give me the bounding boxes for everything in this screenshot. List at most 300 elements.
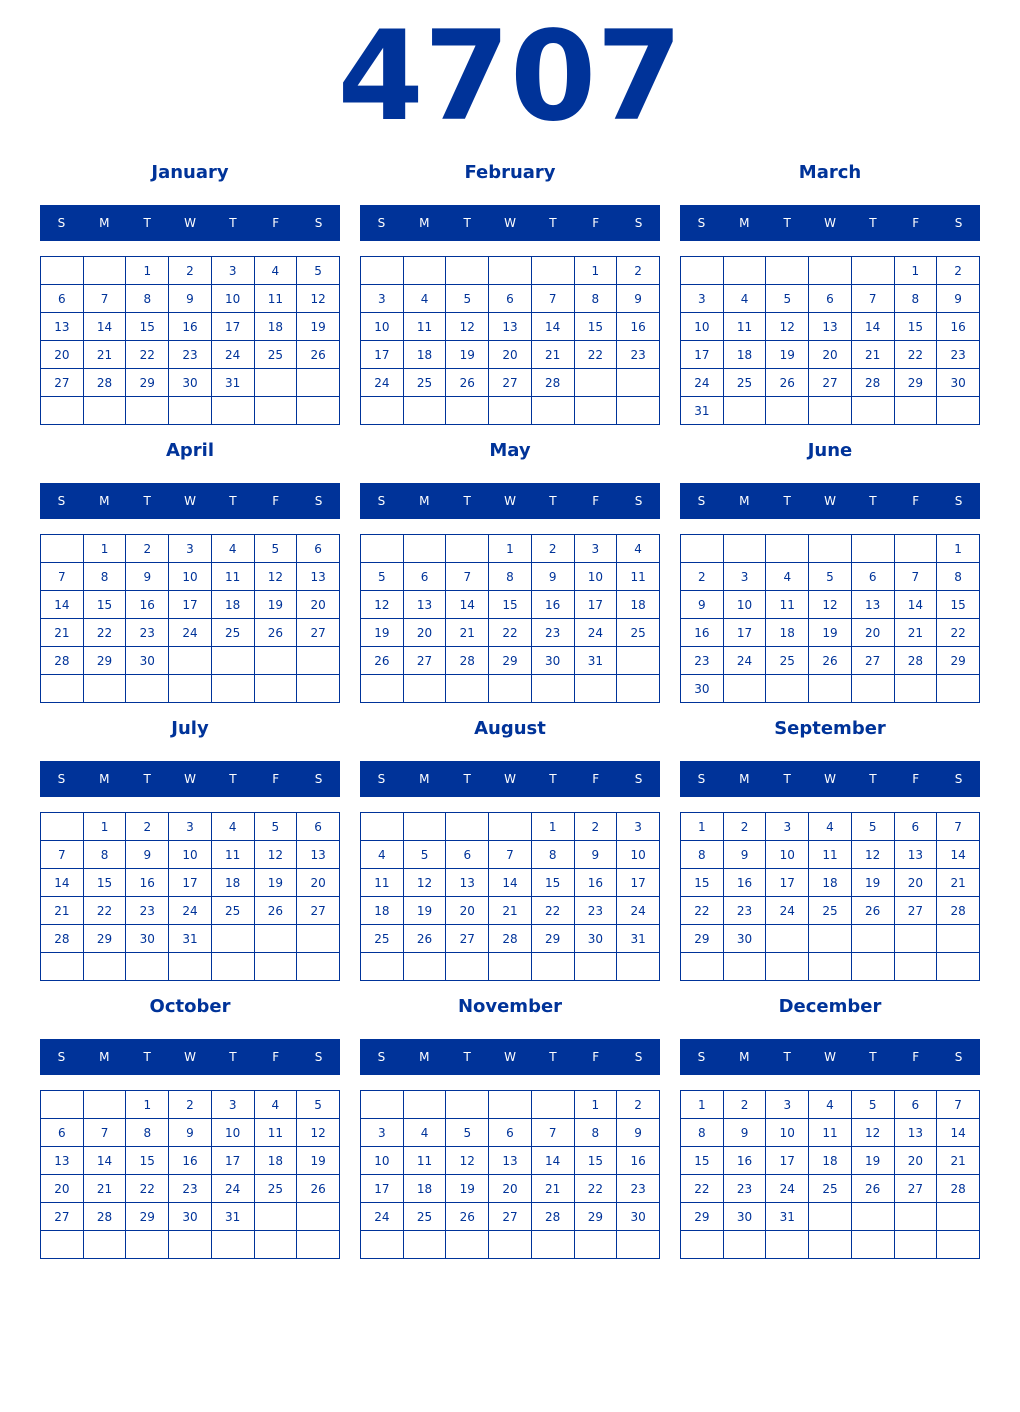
weekday-header: T [229, 494, 237, 508]
day-cell: 21 [446, 619, 489, 647]
day-cell: 17 [723, 619, 766, 647]
day-cell: 28 [83, 1203, 126, 1231]
week-row [361, 1231, 660, 1259]
weekday-header: S [697, 216, 706, 230]
weekday-header-bar [360, 761, 660, 797]
day-cell: 19 [254, 869, 297, 897]
weekday-header: T [143, 494, 151, 508]
empty-day-cell [254, 1231, 297, 1259]
day-grid [680, 1090, 980, 1259]
empty-day-cell [723, 397, 766, 425]
day-cell: 18 [809, 869, 852, 897]
day-cell: 8 [83, 841, 126, 869]
day-cell: 27 [851, 647, 894, 675]
day-cell: 8 [574, 1119, 617, 1147]
empty-day-cell [169, 675, 212, 703]
empty-day-cell [41, 257, 84, 285]
day-cell: 12 [851, 1119, 894, 1147]
day-cell: 30 [937, 369, 980, 397]
day-cell: 30 [169, 1203, 212, 1231]
day-cell: 20 [41, 1175, 84, 1203]
weekday-header: M [419, 216, 430, 230]
day-cell: 10 [766, 1119, 809, 1147]
day-cell: 10 [211, 1119, 254, 1147]
weekday-header: W [824, 494, 836, 508]
day-cell: 29 [126, 1203, 169, 1231]
day-cell: 12 [851, 841, 894, 869]
empty-day-cell [809, 953, 852, 981]
day-cell: 2 [723, 813, 766, 841]
weekday-header: T [549, 216, 557, 230]
day-cell: 17 [169, 869, 212, 897]
day-cell: 25 [403, 369, 446, 397]
day-cell: 28 [937, 897, 980, 925]
day-cell: 29 [894, 369, 937, 397]
empty-day-cell [361, 1091, 404, 1119]
day-cell: 23 [937, 341, 980, 369]
day-cell: 2 [617, 257, 660, 285]
weekday-header: T [869, 494, 877, 508]
day-cell: 31 [681, 397, 724, 425]
empty-day-cell [851, 953, 894, 981]
empty-day-cell [574, 1231, 617, 1259]
day-cell: 28 [489, 925, 532, 953]
week-row [681, 675, 980, 703]
empty-day-cell [766, 953, 809, 981]
day-cell: 26 [809, 647, 852, 675]
day-cell: 13 [851, 591, 894, 619]
day-cell: 8 [574, 285, 617, 313]
day-cell: 3 [169, 813, 212, 841]
day-cell: 29 [937, 647, 980, 675]
day-cell: 9 [937, 285, 980, 313]
day-cell: 23 [617, 1175, 660, 1203]
empty-day-cell [211, 647, 254, 675]
day-cell: 27 [489, 1203, 532, 1231]
day-cell: 7 [531, 285, 574, 313]
day-cell: 1 [681, 1091, 724, 1119]
empty-day-cell [297, 675, 340, 703]
day-cell: 16 [723, 1147, 766, 1175]
day-cell: 26 [297, 1175, 340, 1203]
empty-day-cell [254, 647, 297, 675]
day-cell: 7 [41, 841, 84, 869]
day-cell: 4 [254, 257, 297, 285]
empty-day-cell [211, 675, 254, 703]
day-cell: 31 [617, 925, 660, 953]
day-cell: 8 [681, 1119, 724, 1147]
day-cell: 16 [531, 591, 574, 619]
day-cell: 10 [681, 313, 724, 341]
week-row [681, 397, 980, 425]
day-cell: 16 [937, 313, 980, 341]
day-cell: 29 [126, 369, 169, 397]
day-cell: 21 [489, 897, 532, 925]
day-cell: 18 [617, 591, 660, 619]
weekday-header: S [634, 494, 643, 508]
weekday-header: T [143, 216, 151, 230]
week-row [41, 1091, 340, 1119]
month-name: April [165, 440, 215, 461]
day-cell: 5 [297, 257, 340, 285]
day-grid [360, 812, 660, 981]
week-row [361, 675, 660, 703]
day-cell: 24 [361, 1203, 404, 1231]
day-cell: 24 [169, 619, 212, 647]
day-cell: 22 [126, 341, 169, 369]
week-row [681, 1175, 980, 1203]
day-cell: 13 [41, 313, 84, 341]
day-cell: 15 [531, 869, 574, 897]
day-cell: 29 [83, 647, 126, 675]
weekday-header: W [504, 772, 516, 786]
day-cell: 29 [681, 1203, 724, 1231]
empty-day-cell [126, 1231, 169, 1259]
day-cell: 8 [83, 563, 126, 591]
day-cell: 26 [766, 369, 809, 397]
day-cell: 4 [254, 1091, 297, 1119]
week-row [41, 1203, 340, 1231]
day-cell: 25 [254, 341, 297, 369]
empty-day-cell [617, 369, 660, 397]
week-row [41, 1231, 340, 1259]
day-cell: 17 [574, 591, 617, 619]
weekday-header: S [954, 494, 963, 508]
day-cell: 6 [403, 563, 446, 591]
day-cell: 8 [681, 841, 724, 869]
empty-day-cell [403, 397, 446, 425]
day-cell: 29 [531, 925, 574, 953]
day-cell: 8 [126, 1119, 169, 1147]
day-cell: 30 [126, 925, 169, 953]
empty-day-cell [531, 1231, 574, 1259]
empty-day-cell [126, 675, 169, 703]
week-row [361, 257, 660, 285]
day-cell: 16 [126, 591, 169, 619]
day-cell: 30 [723, 925, 766, 953]
week-row [361, 591, 660, 619]
day-cell: 2 [126, 535, 169, 563]
day-cell: 12 [254, 841, 297, 869]
day-cell: 3 [361, 1119, 404, 1147]
day-cell: 13 [41, 1147, 84, 1175]
day-cell: 22 [126, 1175, 169, 1203]
day-cell: 11 [254, 1119, 297, 1147]
day-cell: 26 [403, 925, 446, 953]
weekday-header: T [549, 772, 557, 786]
weekday-header: M [739, 494, 750, 508]
weekday-header: M [99, 494, 110, 508]
day-cell: 8 [531, 841, 574, 869]
weekday-header: W [184, 772, 196, 786]
empty-day-cell [83, 397, 126, 425]
week-row [681, 841, 980, 869]
day-cell: 9 [617, 285, 660, 313]
day-cell: 20 [894, 1147, 937, 1175]
weekday-header: T [463, 216, 471, 230]
day-cell: 21 [531, 1175, 574, 1203]
empty-day-cell [851, 1231, 894, 1259]
day-cell: 16 [617, 313, 660, 341]
week-row [681, 341, 980, 369]
day-cell: 15 [83, 869, 126, 897]
day-cell: 2 [723, 1091, 766, 1119]
empty-day-cell [446, 535, 489, 563]
empty-day-cell [766, 535, 809, 563]
day-cell: 20 [489, 1175, 532, 1203]
week-row [681, 619, 980, 647]
empty-day-cell [361, 675, 404, 703]
day-cell: 19 [766, 341, 809, 369]
day-cell: 5 [809, 563, 852, 591]
day-cell: 25 [766, 647, 809, 675]
weekday-header: T [143, 772, 151, 786]
empty-day-cell [851, 1203, 894, 1231]
weekday-header-bar [40, 205, 340, 241]
empty-day-cell [254, 1203, 297, 1231]
day-cell: 27 [894, 897, 937, 925]
day-cell: 23 [126, 619, 169, 647]
empty-day-cell [446, 813, 489, 841]
empty-day-cell [211, 953, 254, 981]
day-cell: 19 [446, 1175, 489, 1203]
week-row [41, 535, 340, 563]
empty-day-cell [297, 1231, 340, 1259]
day-cell: 18 [809, 1147, 852, 1175]
day-cell: 28 [41, 647, 84, 675]
day-cell: 12 [254, 563, 297, 591]
day-cell: 15 [83, 591, 126, 619]
empty-day-cell [297, 925, 340, 953]
day-cell: 6 [894, 1091, 937, 1119]
day-cell: 10 [169, 841, 212, 869]
empty-day-cell [723, 535, 766, 563]
day-cell: 15 [489, 591, 532, 619]
empty-day-cell [574, 953, 617, 981]
day-cell: 7 [937, 813, 980, 841]
day-cell: 30 [723, 1203, 766, 1231]
weekday-header: S [954, 1050, 963, 1064]
weekday-header: T [783, 1050, 791, 1064]
day-cell: 12 [766, 313, 809, 341]
day-cell: 14 [83, 313, 126, 341]
empty-day-cell [894, 397, 937, 425]
day-cell: 8 [489, 563, 532, 591]
day-cell: 7 [41, 563, 84, 591]
empty-day-cell [617, 647, 660, 675]
day-cell: 6 [446, 841, 489, 869]
day-cell: 20 [489, 341, 532, 369]
empty-day-cell [617, 1231, 660, 1259]
day-cell: 3 [211, 257, 254, 285]
day-cell: 7 [894, 563, 937, 591]
empty-day-cell [41, 953, 84, 981]
empty-day-cell [83, 1091, 126, 1119]
day-cell: 22 [531, 897, 574, 925]
weekday-header: T [783, 494, 791, 508]
weekday-header: F [592, 772, 600, 786]
day-cell: 14 [83, 1147, 126, 1175]
week-row [41, 841, 340, 869]
day-cell: 9 [531, 563, 574, 591]
day-cell: 16 [681, 619, 724, 647]
empty-day-cell [211, 397, 254, 425]
day-cell: 27 [489, 369, 532, 397]
day-cell: 7 [531, 1119, 574, 1147]
week-row [681, 869, 980, 897]
empty-day-cell [83, 675, 126, 703]
empty-day-cell [254, 369, 297, 397]
day-cell: 10 [361, 1147, 404, 1175]
weekday-header: T [783, 772, 791, 786]
day-cell: 25 [361, 925, 404, 953]
weekday-header: W [504, 494, 516, 508]
day-cell: 1 [574, 257, 617, 285]
day-cell: 3 [766, 813, 809, 841]
weekday-header: S [377, 772, 386, 786]
day-cell: 3 [617, 813, 660, 841]
empty-day-cell [681, 953, 724, 981]
weekday-header: W [824, 772, 836, 786]
day-cell: 15 [574, 1147, 617, 1175]
day-cell: 7 [83, 1119, 126, 1147]
weekday-header-bar [360, 483, 660, 519]
day-cell: 11 [809, 1119, 852, 1147]
weekday-header: T [463, 772, 471, 786]
empty-day-cell [126, 953, 169, 981]
empty-day-cell [41, 535, 84, 563]
day-cell: 18 [403, 1175, 446, 1203]
day-cell: 31 [211, 369, 254, 397]
weekday-header: M [419, 772, 430, 786]
week-row [41, 647, 340, 675]
week-row [361, 285, 660, 313]
day-cell: 14 [41, 591, 84, 619]
month-name: March [798, 162, 862, 183]
day-cell: 20 [41, 341, 84, 369]
empty-day-cell [851, 397, 894, 425]
day-cell: 4 [403, 1119, 446, 1147]
day-cell: 4 [723, 285, 766, 313]
day-cell: 25 [617, 619, 660, 647]
weekday-header: M [419, 1050, 430, 1064]
day-cell: 4 [809, 1091, 852, 1119]
day-cell: 9 [617, 1119, 660, 1147]
day-cell: 20 [297, 869, 340, 897]
weekday-header: F [592, 494, 600, 508]
week-row [681, 535, 980, 563]
day-cell: 10 [361, 313, 404, 341]
day-cell: 4 [361, 841, 404, 869]
day-cell: 24 [574, 619, 617, 647]
day-cell: 18 [211, 591, 254, 619]
day-cell: 22 [937, 619, 980, 647]
weekday-header: S [314, 216, 323, 230]
day-cell: 21 [531, 341, 574, 369]
day-cell: 26 [851, 897, 894, 925]
empty-day-cell [766, 397, 809, 425]
day-cell: 17 [766, 1147, 809, 1175]
day-cell: 1 [937, 535, 980, 563]
day-cell: 3 [766, 1091, 809, 1119]
day-cell: 7 [446, 563, 489, 591]
month-name: September [774, 718, 886, 739]
day-cell: 16 [723, 869, 766, 897]
weekday-header: M [419, 494, 430, 508]
empty-day-cell [766, 257, 809, 285]
day-cell: 27 [41, 1203, 84, 1231]
month-name: June [807, 440, 853, 461]
day-cell: 13 [446, 869, 489, 897]
day-cell: 18 [254, 313, 297, 341]
day-cell: 23 [169, 1175, 212, 1203]
day-cell: 12 [361, 591, 404, 619]
day-grid [40, 812, 340, 981]
day-cell: 13 [894, 841, 937, 869]
day-cell: 2 [617, 1091, 660, 1119]
day-cell: 25 [809, 897, 852, 925]
day-grid [360, 1090, 660, 1259]
day-cell: 19 [446, 341, 489, 369]
day-cell: 29 [574, 1203, 617, 1231]
empty-day-cell [894, 535, 937, 563]
day-cell: 5 [403, 841, 446, 869]
week-row [681, 313, 980, 341]
empty-day-cell [169, 647, 212, 675]
weekday-header: T [783, 216, 791, 230]
weekday-header: S [57, 772, 66, 786]
day-cell: 21 [851, 341, 894, 369]
week-row [361, 953, 660, 981]
day-grid [40, 256, 340, 425]
weekday-header: F [272, 216, 280, 230]
week-row [361, 619, 660, 647]
weekday-header: T [143, 1050, 151, 1064]
day-cell: 10 [574, 563, 617, 591]
week-row [681, 1231, 980, 1259]
day-cell: 10 [617, 841, 660, 869]
empty-day-cell [531, 397, 574, 425]
day-cell: 14 [531, 1147, 574, 1175]
day-cell: 7 [851, 285, 894, 313]
day-cell: 23 [531, 619, 574, 647]
week-row [41, 1119, 340, 1147]
day-cell: 30 [169, 369, 212, 397]
day-cell: 16 [574, 869, 617, 897]
day-cell: 17 [211, 1147, 254, 1175]
day-cell: 21 [83, 1175, 126, 1203]
day-cell: 20 [851, 619, 894, 647]
day-cell: 14 [446, 591, 489, 619]
day-cell: 5 [297, 1091, 340, 1119]
day-cell: 11 [254, 285, 297, 313]
empty-day-cell [937, 953, 980, 981]
day-cell: 11 [617, 563, 660, 591]
day-cell: 11 [766, 591, 809, 619]
empty-day-cell [809, 675, 852, 703]
weekday-header: M [99, 772, 110, 786]
day-cell: 3 [723, 563, 766, 591]
day-cell: 19 [297, 313, 340, 341]
week-row [681, 897, 980, 925]
day-cell: 18 [361, 897, 404, 925]
weekday-header: S [954, 772, 963, 786]
day-cell: 28 [83, 369, 126, 397]
empty-day-cell [851, 925, 894, 953]
weekday-header: T [229, 1050, 237, 1064]
day-cell: 22 [681, 897, 724, 925]
empty-day-cell [297, 647, 340, 675]
